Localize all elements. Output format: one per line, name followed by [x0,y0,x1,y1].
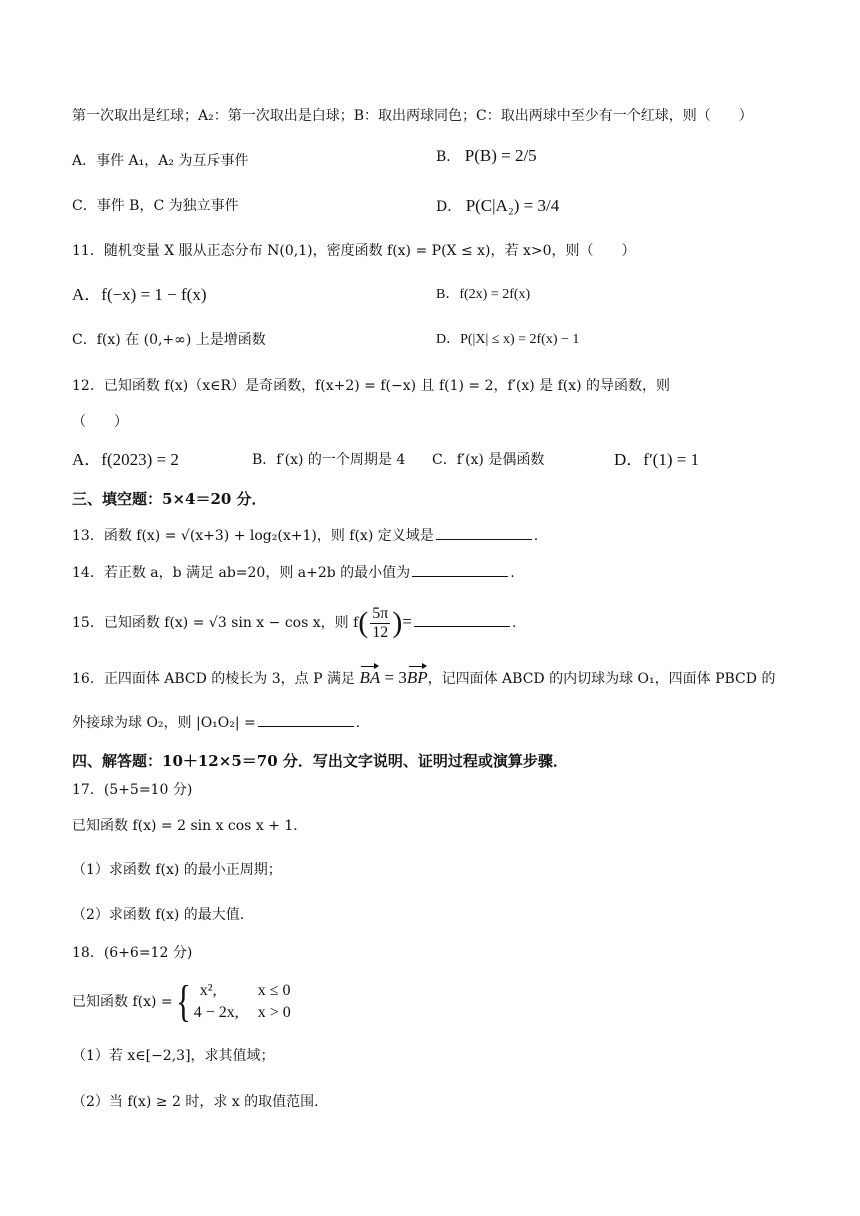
q11-stem: 11．随机变量 X 服从正态分布 N(0,1)，密度函数 f(x) = P(X ≤ x)，若 x>0，则（ ） [72,243,636,259]
q11-option-b: B．f(2x) = 2f(x) [436,287,531,302]
q10-option-d [436,196,559,217]
q17-stem: 已知函数 f(x) = 2 sin x cos x + 1． [72,818,308,834]
q16-eq: = 3 [380,668,407,687]
q15-fraction [370,605,390,642]
q16-line-1 [72,668,775,689]
q10-option-b-math: P(B) = 2/5 [464,146,537,165]
option-label: D． [436,199,462,215]
q16-text: 16．正四面体 ABCD 的棱长为 3，点 P 满足 [72,671,355,687]
q10-option-b [436,146,537,167]
q18-text: 已知函数 f(x) = [72,994,173,1010]
q10-option-c: C．事件 B，C 为独立事件 [72,198,239,214]
q10-option-a: A．事件 A₁，A₂ 为互斥事件 [72,153,249,169]
q11-option-a: A．f(−x) = 1 − f(x) [72,285,207,304]
q17-part-2: （2）求函数 f(x) 的最大值． [72,907,254,923]
q12-option-d: D．f′(1) = 1 [614,450,700,469]
q13 [72,526,538,546]
q12-option-b: B．f′(x) 的一个周期是 4 [252,452,406,468]
answer-blank [436,537,532,540]
answer-blank [414,624,510,627]
q18-stem [72,978,291,1026]
piecewise-cases [194,980,291,1024]
q13-end: . [533,528,539,544]
vector-ba: BA [359,668,381,687]
left-paren: ( [358,606,369,639]
q12-option-a: A．f(2023) = 2 [72,450,179,469]
answer-blank [412,574,508,577]
q18-part-2: （2）当 f(x) ≥ 2 时，求 x 的取值范围． [72,1094,329,1110]
case-1-cond: x ≤ 0 [257,982,291,999]
q14-end: . [510,565,515,581]
q12-paren: （ ） [72,414,128,430]
q12-stem: 12．已知函数 f(x)（x∈R）是奇函数，f(x+2) = f(−x) 且 f(1) = 2，f′(x) 是 f(x) 的导函数，则 [72,378,671,394]
vector-bp: BP [406,668,428,687]
q16-line-2 [72,713,360,733]
q18-part-1: （1）若 x∈[−2,3]，求其值域； [72,1048,275,1064]
left-brace: { [175,977,191,1026]
q13-text: 13．函数 f(x) = √(x+3) + log₂(x+1)，则 f(x) 定义域是 [72,528,434,544]
fraction-numerator: 5π [372,604,389,622]
case-row-2 [194,1002,291,1024]
fraction-denominator: 12 [372,623,389,641]
case-2-cond: x > 0 [257,1004,291,1021]
right-paren: ) [392,606,403,639]
q15-text: 15．已知函数 f(x) = √3 sin x − cos x，则 f [72,615,359,631]
q15-end: . [511,615,517,631]
case-1-expr: x², [199,982,217,999]
equals-sign: = [402,612,412,631]
section-three-heading: 三、填空题：5×4＝20 分． [72,490,267,508]
option-label: B． [436,149,461,165]
q11-option-d: D．P(|X| ≤ x) = 2f(x) − 1 [436,332,580,347]
q12-option-c: C．f′(x) 是偶函数 [432,452,545,468]
q11-option-c: C．f(x) 在 (0,+∞) 上是增函数 [72,332,266,348]
q14 [72,563,515,583]
q17-part-1: （1）求函数 f(x) 的最小正周期； [72,862,282,878]
q16-text-3: 外接球为球 O₂，则 |O₁O₂| = [72,715,256,731]
q16-text-2: ，记四面体 ABCD 的内切球为球 O₁，四面体 PBCD 的 [427,671,776,687]
section-four-heading: 四、解答题：10＋12×5＝70 分．写出文字说明、证明过程或演算步骤． [72,752,568,770]
q16-end: . [355,715,361,731]
answer-blank [258,724,354,727]
q10-stem-line: 第一次取出是红球；A₂：第一次取出是白球；B：取出两球同色；C：取出两球中至少有一个红球，则（ ） [72,108,753,124]
q17-header: 17．(5+5=10 分) [72,782,193,798]
case-2-expr: 4 − 2x, [193,1004,239,1021]
q10-option-d-math: P(C|A₂) = 3/4 [465,196,560,215]
case-row-1 [194,980,291,1002]
q15 [72,602,516,643]
q14-text: 14．若正数 a，b 满足 ab=20，则 a+2b 的最小值为 [72,565,411,581]
q18-header: 18．(6+6=12 分) [72,945,193,961]
